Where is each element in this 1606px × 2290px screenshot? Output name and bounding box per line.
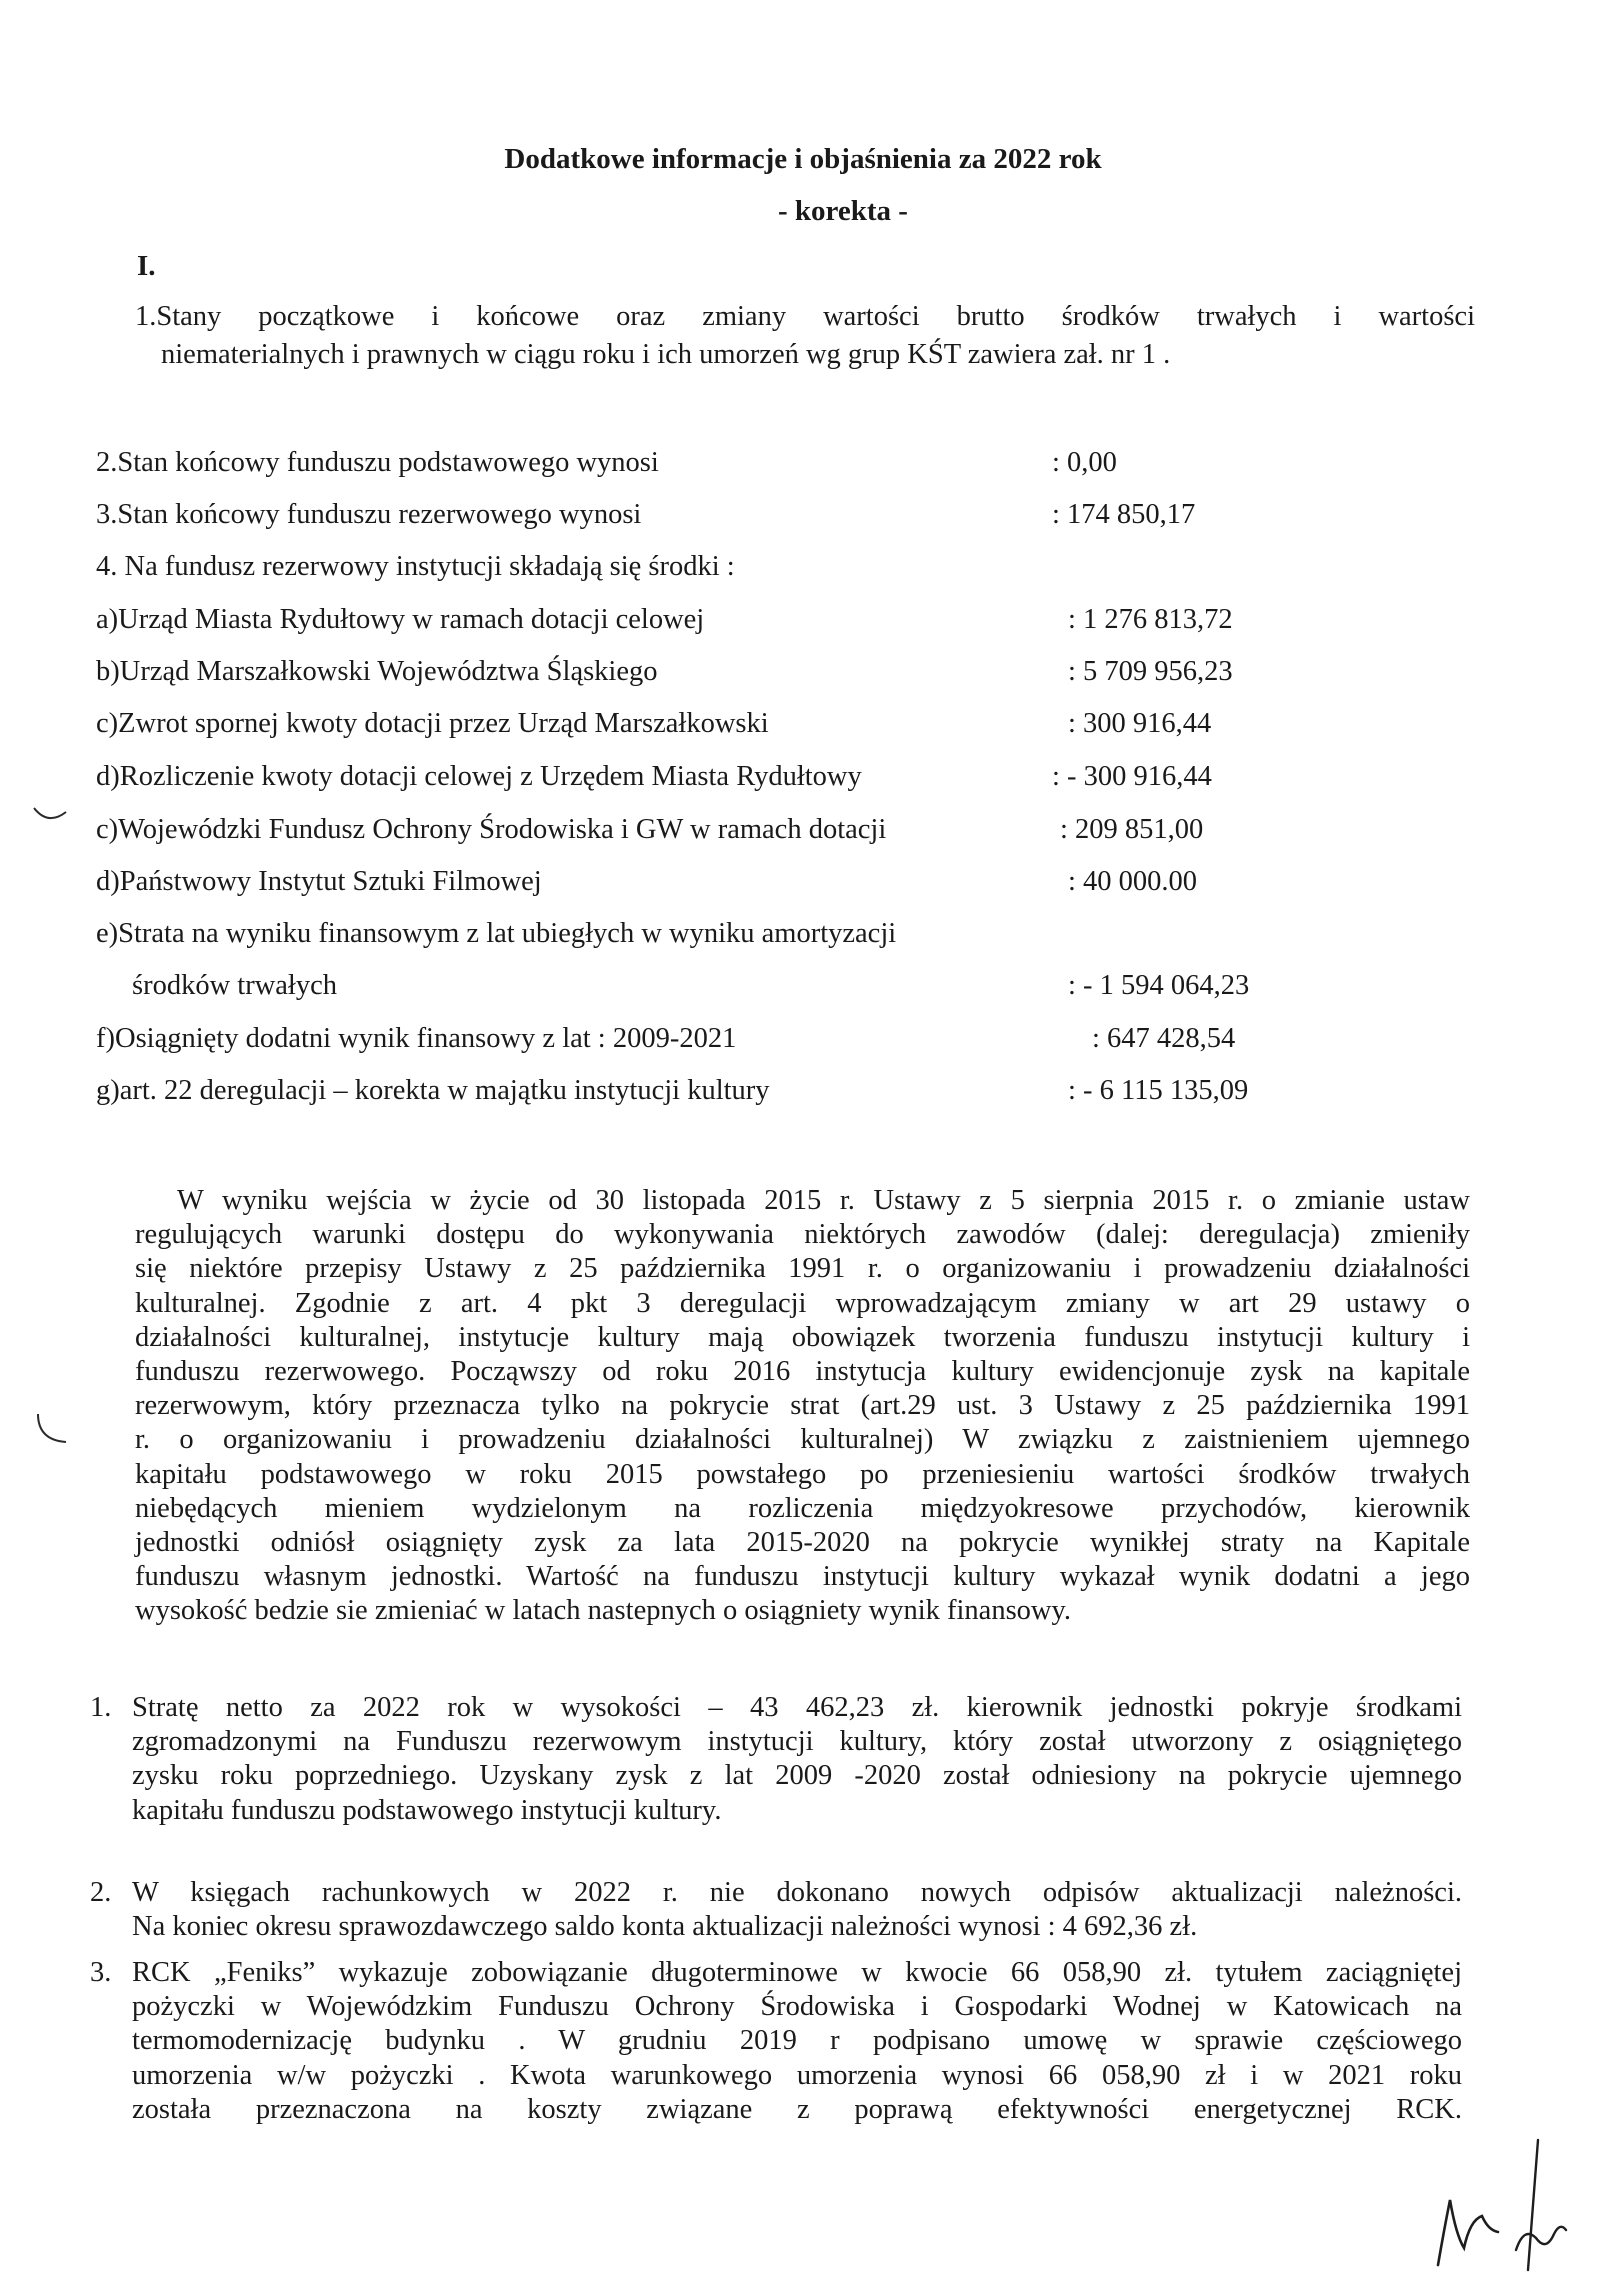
row-label: g)art. 22 deregulacji – korekta w majątku instytucji kultury	[96, 1075, 770, 1106]
row-label: f)Osiągnięty dodatni wynik finansowy z lat : 2009-2021	[96, 1023, 737, 1054]
paragraph-line: regulujących warunki dostępu do wykonywania niektórych zawodów (dalej: deregulacja) zmieniły	[135, 1219, 1470, 1251]
paragraph-line: Stratę netto za 2022 rok w wysokości – 43 462,23 zł. kierownik jednostki pokryje środkami	[132, 1692, 1462, 1723]
list-item	[0, 757, 1606, 797]
paragraph-line: wysokość bedzie sie zmieniać w latach nastepnych o osiągniety wynik finansowy.	[135, 1595, 1072, 1627]
row-label: 2.Stan końcowy funduszu podstawowego wynosi	[96, 447, 659, 478]
list-item	[0, 966, 1606, 1006]
list-item	[0, 495, 1606, 535]
list-item	[0, 810, 1606, 850]
paragraph-line: się niektóre przepisy Ustawy z 25 października 1991 r. o organizowaniu i prowadzeniu działalności	[135, 1253, 1470, 1285]
paragraph-line: umorzenia w/w pożyczki . Kwota warunkowego umorzenia wynosi 66 058,90 zł i w 2021 roku	[132, 2059, 1462, 2091]
paragraph-line: zysku roku poprzedniego. Uzyskany zysk z lat 2009 -2020 został odniesiony na pokrycie ujemnego	[132, 1760, 1462, 1792]
row-label: c)Wojewódzki Fundusz Ochrony Środowiska i GW w ramach dotacji	[96, 814, 887, 845]
main-paragraph	[135, 1184, 1470, 1628]
item-1-line-1: 1.Stany początkowe i końcowe oraz zmiany wartości brutto środków trwałych i wartości	[135, 301, 1475, 332]
row-value: : 209 851,00	[1060, 814, 1204, 845]
list-item	[0, 862, 1606, 902]
row-label: a)Urząd Miasta Rydułtowy w ramach dotacji celowej	[96, 604, 705, 635]
item-number: 3.	[90, 1957, 112, 1988]
row-value: : 5 709 956,23	[1068, 656, 1233, 687]
row-value: : - 1 594 064,23	[1068, 970, 1250, 1001]
row-label: d)Rozliczenie kwoty dotacji celowej z Urzędem Miasta Rydułtowy	[96, 761, 862, 792]
paragraph-line: RCK „Feniks” wykazuje zobowiązanie długoterminowe w kwocie 66 058,90 zł. tytułem zaciągniętej	[132, 1957, 1462, 1988]
row-value: : 1 276 813,72	[1068, 604, 1233, 635]
margin-tick-mark	[32, 1410, 72, 1450]
list-item	[0, 600, 1606, 640]
list-item	[0, 914, 1606, 954]
paragraph-line: W wyniku wejścia w życie od 30 listopada 2015 r. Ustawy z 5 sierpnia 2015 r. o zmianie ustaw	[177, 1185, 1470, 1216]
row-label: środków trwałych	[132, 970, 337, 1001]
list-item	[0, 443, 1606, 483]
handwritten-initials-signature	[1420, 2130, 1580, 2280]
section-number: I.	[137, 250, 156, 282]
paragraph-line: została przeznaczona na koszty związane z poprawą efektywności energetycznej RCK.	[132, 2093, 1462, 2125]
row-value: : - 6 115 135,09	[1068, 1075, 1249, 1106]
list-item	[0, 547, 1606, 587]
row-label: 4. Na fundusz rezerwowy instytucji składają się środki :	[96, 551, 735, 582]
row-value: : - 300 916,44	[1052, 761, 1212, 792]
document-title: Dodatkowe informacje i objaśnienia za 2022 rok	[504, 143, 1102, 175]
list-item	[0, 652, 1606, 692]
row-label: b)Urząd Marszałkowski Województwa Śląskiego	[96, 656, 658, 687]
paragraph-line: pożyczki w Wojewódzkim Funduszu Ochrony Środowiska i Gospodarki Wodnej w Katowicach na	[132, 1991, 1462, 2023]
paragraph-line: kulturalnej. Zgodnie z art. 4 pkt 3 deregulacji wprowadzającym zmiany w art 29 ustawy o	[135, 1287, 1470, 1319]
list-item	[0, 704, 1606, 744]
row-value: : 647 428,54	[1092, 1023, 1236, 1054]
row-label: e)Strata na wyniku finansowym z lat ubiegłych w wyniku amortyzacji	[96, 918, 897, 949]
paragraph-line: r. o organizowaniu i prowadzeniu działalności kulturalnej) W związku z zaistnieniem ujemnego	[135, 1424, 1470, 1456]
item-number: 1.	[90, 1692, 112, 1723]
paragraph-line: kapitału podstawowego w roku 2015 powstałego po przeniesieniu wartości środków trwałych	[135, 1458, 1470, 1490]
paragraph-line: działalności kulturalnej, instytucje kultury mają obowiązek tworzenia funduszu instytucji kultury i	[135, 1321, 1470, 1353]
paragraph-line: zgromadzonymi na Funduszu rezerwowym instytucji kultury, który został utworzony z osiągniętego	[132, 1726, 1462, 1758]
row-value: : 0,00	[1052, 447, 1117, 478]
list-item	[0, 1071, 1606, 1111]
row-value: : 300 916,44	[1068, 708, 1212, 739]
paragraph-line: rezerwowym, który przeznacza tylko na pokrycie strat (art.29 ust. 3 Ustawy z 25 października 1991	[135, 1390, 1470, 1422]
paragraph-line: funduszu własnym jednostki. Wartość na funduszu instytucji kultury wykazał wynik dodatni a jego	[135, 1561, 1470, 1593]
item-number: 2.	[90, 1877, 112, 1908]
numbered-item-3	[90, 1956, 1462, 2127]
row-value: : 174 850,17	[1052, 499, 1196, 530]
row-label: c)Zwrot spornej kwoty dotacji przez Urząd Marszałkowski	[96, 708, 769, 739]
list-item	[0, 1019, 1606, 1059]
paragraph-line: niebędących mieniem wydzielonym na rozliczenia międzyokresowe przychodów, kierownik	[135, 1492, 1470, 1524]
margin-tick-mark	[30, 800, 70, 830]
row-label: 3.Stan końcowy funduszu rezerwowego wynosi	[96, 499, 642, 530]
item-1-paragraph	[135, 298, 1475, 374]
paragraph-line: Na koniec okresu sprawozdawczego saldo konta aktualizacji należności wynosi : 4 692,36 zł.	[132, 1911, 1198, 1943]
row-label: d)Państwowy Instytut Sztuki Filmowej	[96, 866, 542, 897]
paragraph-line: W księgach rachunkowych w 2022 r. nie dokonano nowych odpisów aktualizacji należności.	[132, 1877, 1462, 1908]
item-1-line-2: niematerialnych i prawnych w ciągu roku i ich umorzeń wg grup KŚT zawiera zał. nr 1 .	[161, 339, 1171, 370]
numbered-item-1	[90, 1691, 1462, 1828]
paragraph-line: jednostki odniósł osiągnięty zysk za lata 2015-2020 na pokrycie wynikłej straty na Kapitale	[135, 1526, 1470, 1558]
paragraph-line: kapitału funduszu podstawowego instytucji kultury.	[132, 1794, 722, 1826]
paragraph-line: funduszu rezerwowego. Począwszy od roku 2016 instytucja kultury ewidencjonuje zysk na kapitale	[135, 1355, 1470, 1387]
document-subtitle: - korekta -	[778, 195, 908, 227]
numbered-item-2	[90, 1876, 1462, 1944]
paragraph-line: termomodernizację budynku . W grudniu 2019 r podpisano umowę w sprawie częściowego	[132, 2025, 1462, 2057]
row-value: : 40 000.00	[1068, 866, 1198, 897]
